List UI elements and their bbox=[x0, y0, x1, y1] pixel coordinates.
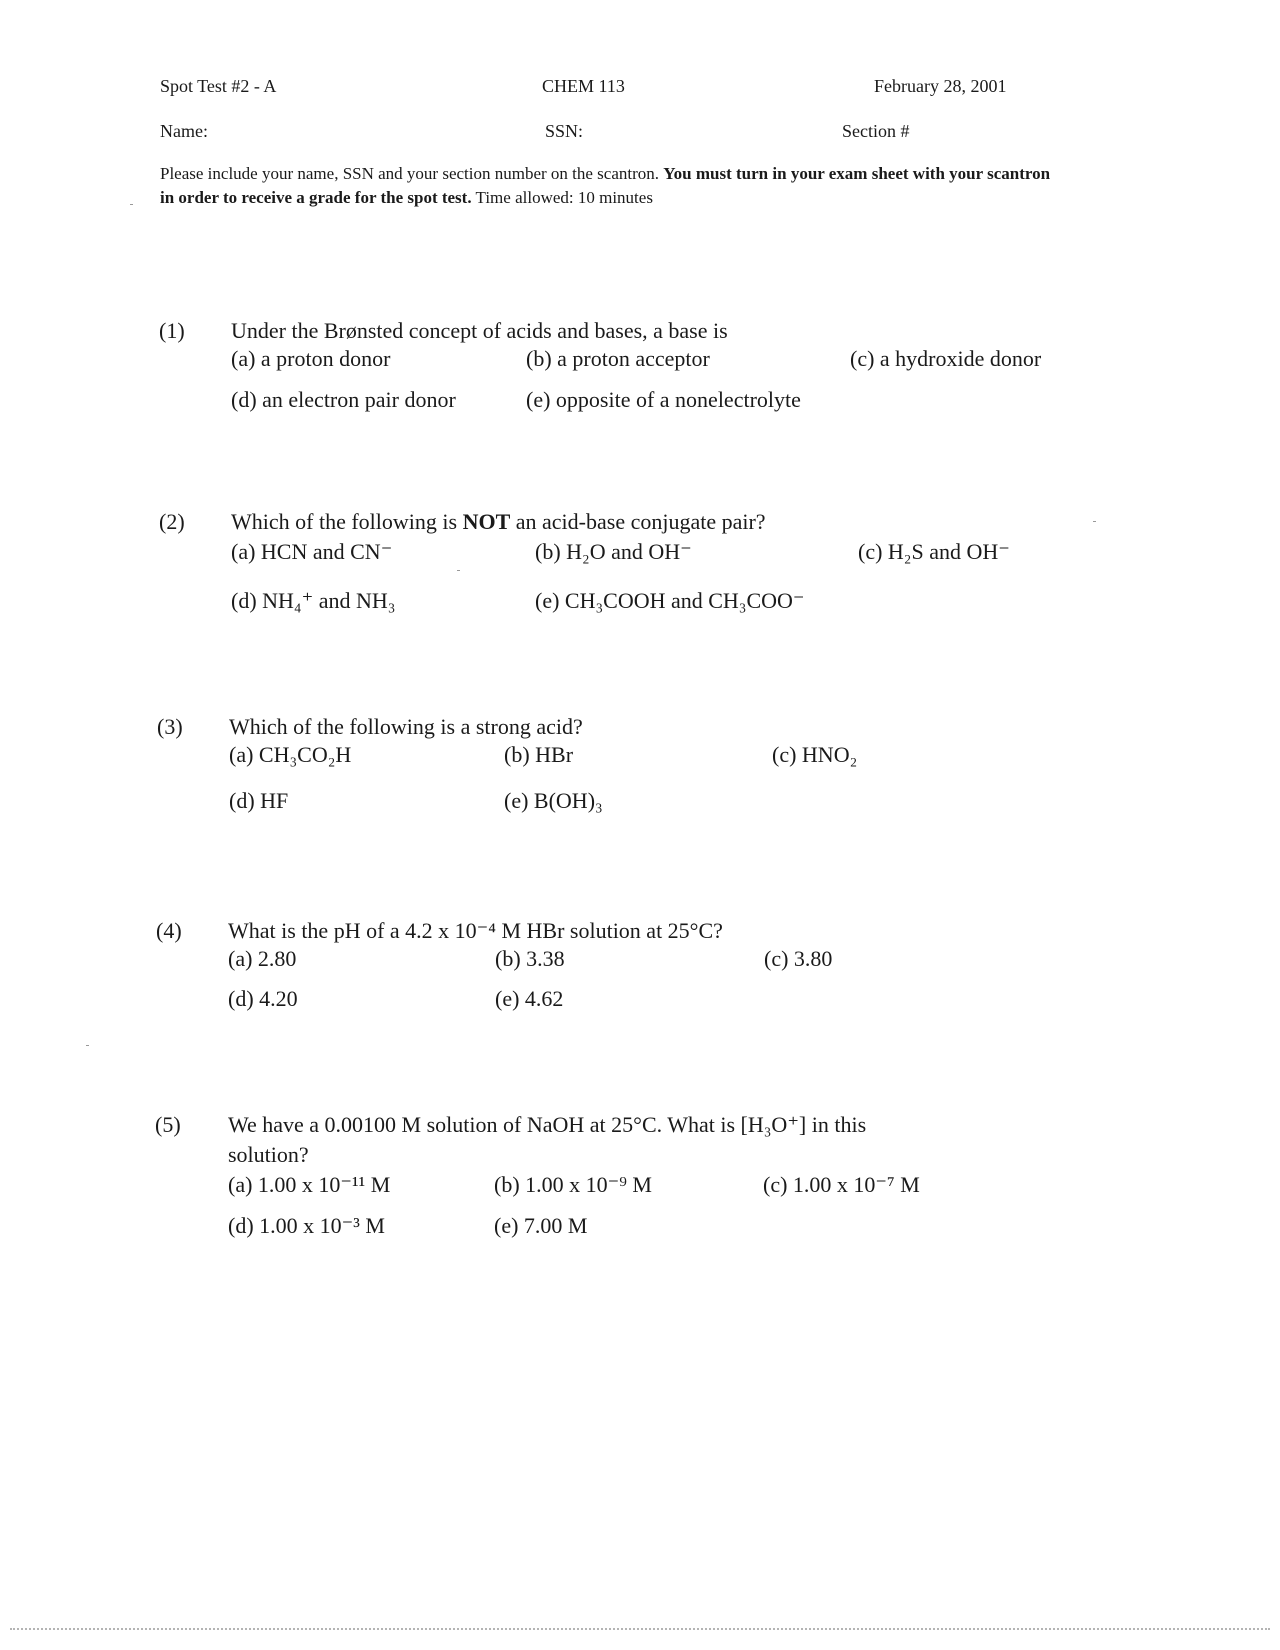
option-d: (d) 4.20 bbox=[228, 986, 298, 1011]
question-number: (4) bbox=[156, 918, 182, 943]
question-stem-line-1: We have a 0.00100 M solution of NaOH at 25°C. What is [H₃O⁺] in this bbox=[228, 1112, 867, 1137]
question-number: (2) bbox=[159, 509, 185, 534]
instructions bbox=[160, 162, 1060, 210]
option-e: (e) 4.62 bbox=[495, 986, 564, 1011]
question-stem-pre: Which of the following is bbox=[231, 509, 458, 534]
option-d: (d) HF bbox=[229, 788, 289, 813]
scan-speck bbox=[457, 570, 460, 571]
option-d: (d) 1.00 x 10⁻³ M bbox=[228, 1213, 385, 1238]
option-e: (e) B(OH)₃ bbox=[504, 788, 603, 813]
option-e: (e) CH₃COOH and CH₃COO⁻ bbox=[535, 588, 805, 613]
question-stem: Which of the following is a strong acid? bbox=[229, 714, 583, 739]
question-stem-post: an acid-base conjugate pair? bbox=[515, 509, 766, 534]
option-c: (c) HNO₂ bbox=[772, 742, 858, 767]
option-b: (b) HBr bbox=[504, 742, 574, 767]
question-stem: What is the pH of a 4.2 x 10⁻⁴ M HBr solution at 25°C? bbox=[228, 918, 723, 943]
option-b: (b) H₂O and OH⁻ bbox=[535, 539, 692, 564]
section-label: Section # bbox=[842, 121, 910, 141]
option-a: (a) a proton donor bbox=[231, 346, 391, 371]
course-code: CHEM 113 bbox=[542, 76, 625, 96]
option-c: (c) H₂S and OH⁻ bbox=[858, 539, 1010, 564]
question-stem-bold: NOT bbox=[462, 509, 511, 534]
scan-speck bbox=[86, 1045, 89, 1046]
scan-artifact-line bbox=[10, 1628, 1270, 1630]
question-stem: Under the Brønsted concept of acids and bases, a base is bbox=[231, 318, 728, 343]
option-c: (c) a hydroxide donor bbox=[850, 346, 1042, 371]
instructions-text: Please include your name, SSN and your section number on the scantron. bbox=[160, 164, 660, 183]
option-a: (a) 1.00 x 10⁻¹¹ M bbox=[228, 1172, 391, 1197]
question-stem bbox=[231, 509, 766, 535]
option-c: (c) 1.00 x 10⁻⁷ M bbox=[763, 1172, 920, 1197]
option-b: (b) 3.38 bbox=[495, 946, 565, 971]
option-b: (b) 1.00 x 10⁻⁹ M bbox=[494, 1172, 652, 1197]
option-e: (e) 7.00 M bbox=[494, 1213, 588, 1238]
question-stem-line-2: solution? bbox=[228, 1142, 309, 1167]
option-e: (e) opposite of a nonelectrolyte bbox=[526, 387, 801, 412]
time-allowed: Time allowed: 10 minutes bbox=[475, 188, 653, 207]
option-d: (d) an electron pair donor bbox=[231, 387, 456, 412]
question-number: (1) bbox=[159, 318, 185, 343]
option-c: (c) 3.80 bbox=[764, 946, 833, 971]
option-a: (a) 2.80 bbox=[228, 946, 297, 971]
exam-date: February 28, 2001 bbox=[874, 76, 1007, 96]
instructions-bold-text: You must turn in your exam sheet with your scantron in order to receive a grade for the spot test. bbox=[160, 164, 1051, 207]
ssn-label: SSN: bbox=[545, 121, 584, 141]
scan-speck bbox=[1093, 521, 1096, 522]
scan-speck bbox=[130, 204, 133, 205]
option-d: (d) NH₄⁺ and NH₃ bbox=[231, 588, 396, 613]
test-title: Spot Test #2 - A bbox=[160, 76, 277, 96]
question-number: (5) bbox=[155, 1112, 181, 1137]
option-a: (a) CH₃CO₂H bbox=[229, 742, 352, 767]
option-a: (a) HCN and CN⁻ bbox=[231, 539, 393, 564]
name-label: Name: bbox=[160, 121, 208, 141]
question-number: (3) bbox=[157, 714, 183, 739]
option-b: (b) a proton acceptor bbox=[526, 346, 710, 371]
